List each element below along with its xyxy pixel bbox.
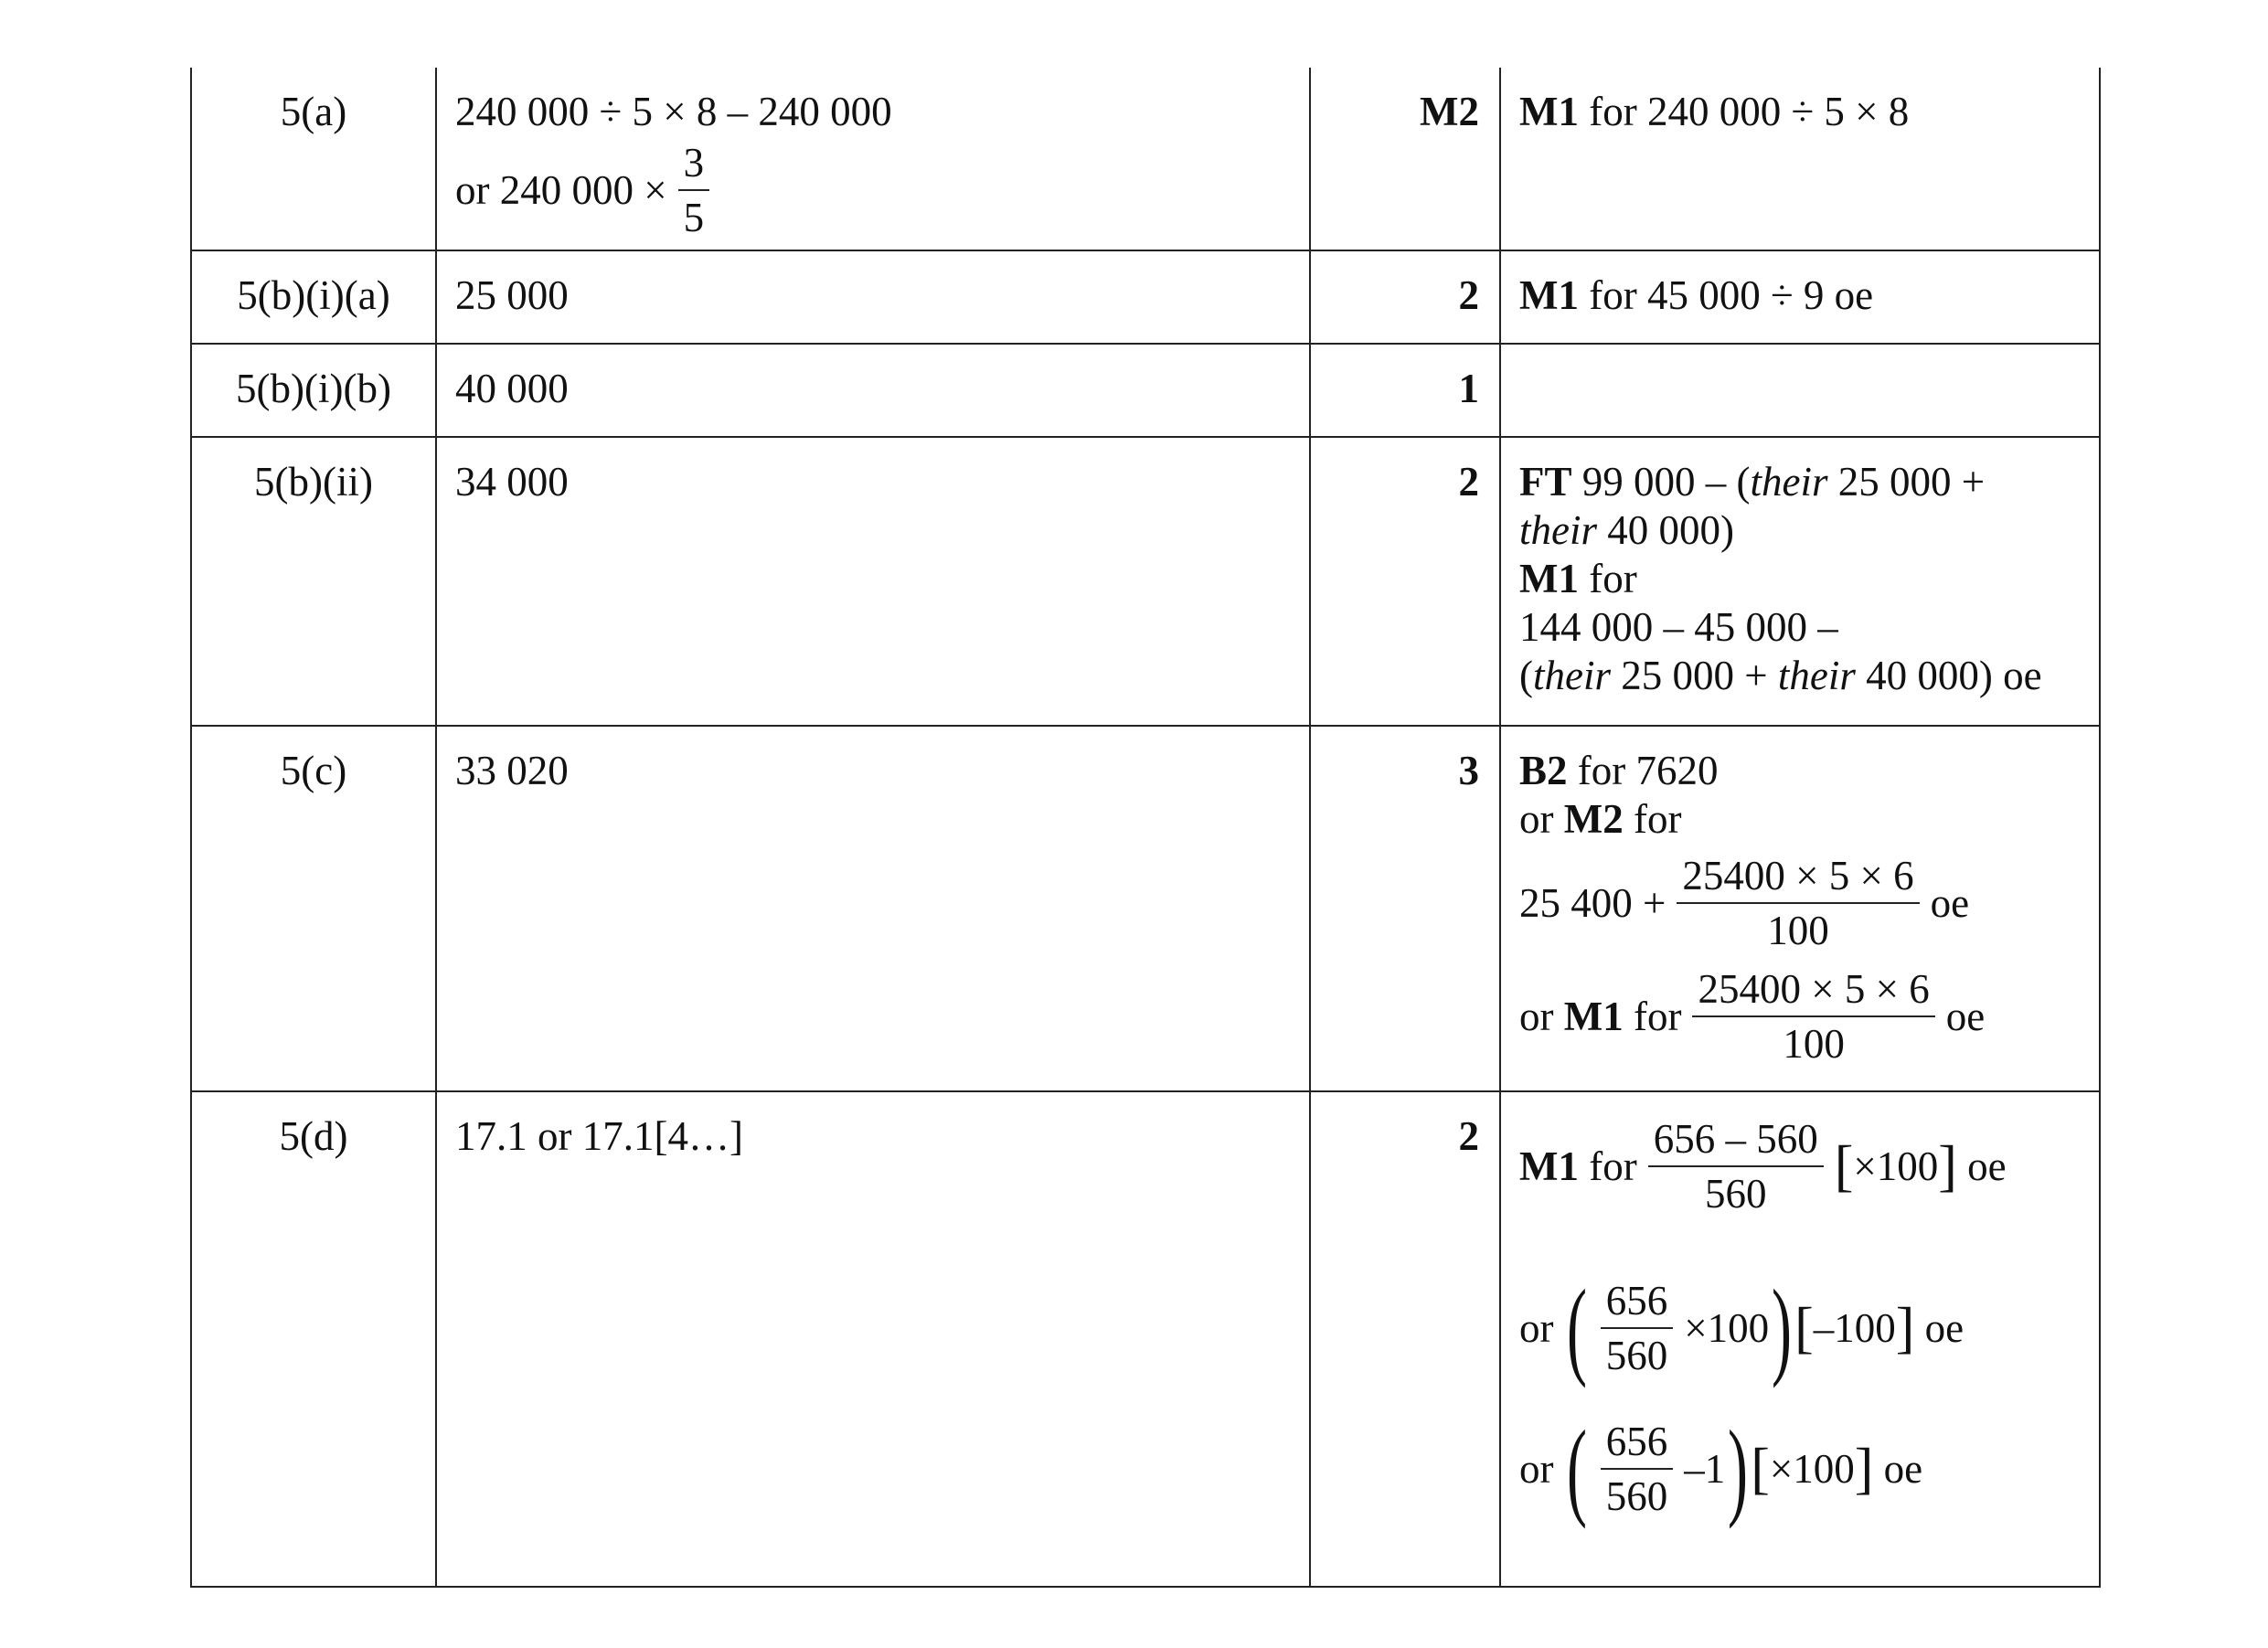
table-row [191,437,2100,726]
mark-scheme-table [190,68,2101,1588]
marks-cell: 3 [1310,726,1500,1091]
marks-cell: 2 [1310,437,1500,726]
table-row [191,344,2100,437]
guidance-cell: FT 99 000 – (their 25 000 + their 40 000) M1 for 144 000 – 45 000 – (their 25 000 + their 40 000) oe [1500,437,2100,726]
table-row [191,68,2100,250]
marks-cell: 2 [1310,250,1500,344]
guidance-cell: B2 for 7620 or M2 for 25 400 + $\frac{25400 \times 5 \times 6}{100}$ oe or M1 for $\frac{25400 \times 5 \times 6}{100}$ oe [1500,726,2100,1091]
guidance-cell: M1 for $\frac{656 - 560}{560}$ [ ×100 ] oe or ( $\frac{656}{560}$ ×100 ) [ –100 ] oe or ( $\frac{656}{560}$ –1 ) [ ×100 ] oe [1500,1091,2100,1587]
answer-cell: 25 000 [436,250,1310,344]
question-cell: 5(d) [191,1091,436,1587]
marks-cell: 2 [1310,1091,1500,1587]
fraction: $\frac{25400 \times 5 \times 6}{100}$ [1677,849,1919,957]
guidance-cell: M1 for 240 000 ÷ 5 × 8 [1500,68,2100,250]
answer-cell: 40 000 [436,344,1310,437]
fraction: $\frac{25400 \times 5 \times 6}{100}$ [1692,962,1934,1070]
answer-cell: 17.1 or 17.1[4…] [436,1091,1310,1587]
table-row [191,250,2100,344]
marks-cell: M2 [1310,68,1500,250]
guidance-cell [1500,344,2100,437]
answer-cell: 34 000 [436,437,1310,726]
answer-line: or 240 000 × [455,166,667,213]
guidance-cell: M1 for 45 000 ÷ 9 oe [1500,250,2100,344]
fraction: $\frac{656}{560}$ [1601,1274,1674,1382]
question-cell: 5(a) [191,68,436,250]
table-row [191,1091,2100,1587]
table-row [191,726,2100,1091]
question-cell: 5(b)(ii) [191,437,436,726]
marks-cell: 1 [1310,344,1500,437]
answer-cell [436,68,1310,250]
question-cell: 5(b)(i)(a) [191,250,436,344]
fraction: $\frac{3}{5}$ [678,136,710,244]
answer-line: 240 000 ÷ 5 × 8 – 240 000 [455,89,892,134]
question-cell: 5(b)(i)(b) [191,344,436,437]
answer-cell: 33 020 [436,726,1310,1091]
question-cell: 5(c) [191,726,436,1091]
fraction: $\frac{656}{560}$ [1601,1415,1674,1523]
fraction: $\frac{656 - 560}{560}$ [1648,1112,1824,1220]
